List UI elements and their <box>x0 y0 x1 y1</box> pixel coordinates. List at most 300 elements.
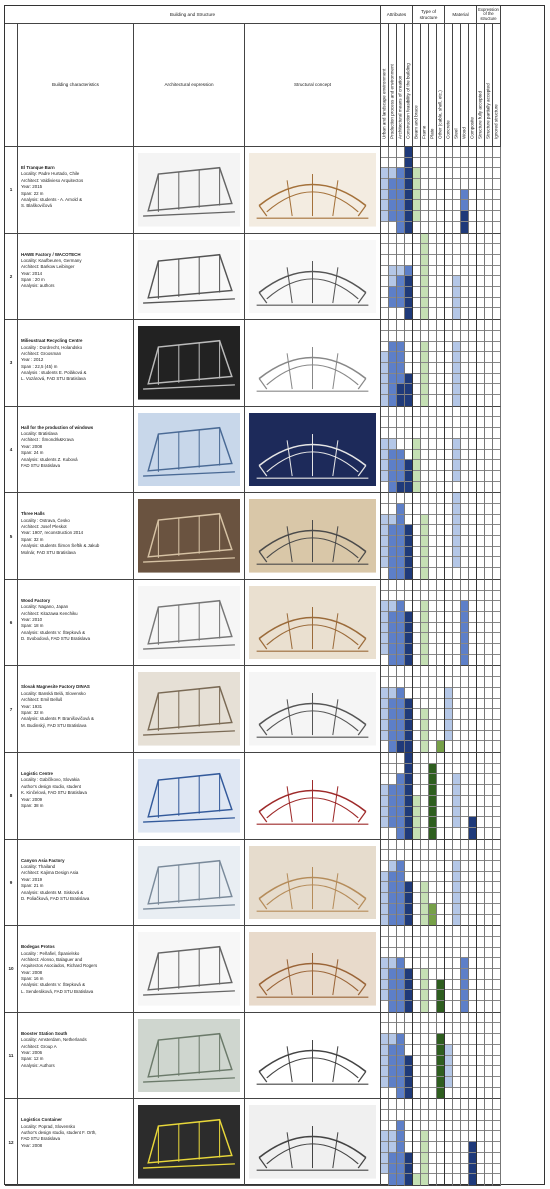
matrix-cell <box>485 234 492 245</box>
matrix-cell <box>421 190 428 201</box>
matrix-cell <box>381 266 388 277</box>
building-detail-line: Year: 2008 <box>21 1142 43 1148</box>
matrix-cell <box>413 709 420 720</box>
matrix-cell <box>405 1164 412 1175</box>
matrix-cell <box>429 244 436 255</box>
matrix-cell <box>429 395 436 406</box>
matrix-cell <box>389 677 396 688</box>
matrix-cell <box>461 276 468 287</box>
matrix-cell <box>397 276 404 287</box>
matrix-cell <box>477 1121 484 1132</box>
matrix-cell <box>381 1088 388 1099</box>
row-number: 10 <box>5 926 18 1013</box>
matrix-cell <box>405 276 412 287</box>
matrix-cell <box>493 580 500 591</box>
structure-model-icon <box>249 672 376 746</box>
matrix-column <box>437 580 445 667</box>
matrix-cell <box>485 958 492 969</box>
matrix-cell <box>381 536 388 547</box>
matrix-cell <box>413 677 420 688</box>
matrix-cell <box>453 320 460 331</box>
matrix-cell <box>437 666 444 677</box>
matrix-cell <box>445 893 452 904</box>
matrix-column <box>485 234 493 321</box>
matrix-cell <box>389 1056 396 1067</box>
building-detail-line: Architect: Alonso, Balaguer and <box>21 956 83 962</box>
matrix-cell <box>485 1066 492 1077</box>
matrix-cell <box>469 515 476 526</box>
matrix-column <box>389 580 397 667</box>
matrix-cell <box>477 980 484 991</box>
matrix-column <box>421 840 429 927</box>
matrix-cell <box>389 688 396 699</box>
matrix-cell <box>397 395 404 406</box>
matrix-cell <box>477 493 484 504</box>
matrix-cell <box>493 1121 500 1132</box>
matrix-cell <box>389 1110 396 1121</box>
matrix-cell <box>477 688 484 699</box>
building-description <box>18 753 134 840</box>
matrix-cell <box>445 266 452 277</box>
matrix-cell <box>477 1110 484 1121</box>
matrix-cell <box>453 1110 460 1121</box>
matrix-cell <box>437 937 444 948</box>
matrix-cell <box>389 1088 396 1099</box>
matrix-cell <box>445 363 452 374</box>
matrix-cell <box>477 915 484 926</box>
matrix-cell <box>413 331 420 342</box>
matrix-cell <box>413 840 420 851</box>
matrix-cell <box>445 407 452 418</box>
matrix-cell <box>461 893 468 904</box>
matrix-column <box>453 320 461 407</box>
matrix-cell <box>413 276 420 287</box>
matrix-column <box>485 407 493 494</box>
matrix-cell <box>453 331 460 342</box>
matrix-cell <box>405 1110 412 1121</box>
matrix-cell <box>477 276 484 287</box>
matrix-cell <box>461 471 468 482</box>
matrix-cell <box>493 395 500 406</box>
matrix-cell <box>429 308 436 319</box>
matrix-column <box>493 926 501 1013</box>
matrix-cell <box>485 926 492 937</box>
matrix-cell <box>469 990 476 1001</box>
matrix-cell <box>429 644 436 655</box>
header-col-ignored: Ignored structure <box>493 24 501 147</box>
building-photo-icon <box>138 672 240 746</box>
matrix-cell <box>485 948 492 959</box>
matrix-cell <box>437 211 444 222</box>
matrix-cell <box>413 915 420 926</box>
matrix-cell <box>445 168 452 179</box>
matrix-cell <box>381 926 388 937</box>
matrix-cell <box>405 147 412 158</box>
matrix-column <box>469 147 477 234</box>
matrix-cell <box>461 828 468 839</box>
matrix-cell <box>405 190 412 201</box>
matrix-cell <box>389 1077 396 1088</box>
matrix-cell <box>389 741 396 752</box>
matrix-cell <box>477 384 484 395</box>
matrix-cell <box>421 536 428 547</box>
matrix-cell <box>469 1099 476 1110</box>
matrix-cell <box>429 655 436 666</box>
matrix-cell <box>397 904 404 915</box>
matrix-cell <box>389 547 396 558</box>
matrix-cell <box>485 1110 492 1121</box>
matrix-cell <box>381 308 388 319</box>
matrix-cell <box>445 287 452 298</box>
matrix-cell <box>413 796 420 807</box>
matrix-cell <box>421 407 428 418</box>
matrix-cell <box>413 1034 420 1045</box>
matrix-cell <box>413 211 420 222</box>
matrix-cell <box>413 460 420 471</box>
building-name: Booster Station South <box>21 1030 68 1036</box>
matrix-cell <box>413 363 420 374</box>
building-detail-line: Author's design studio, student F. Orth, <box>21 1130 97 1136</box>
matrix-cell <box>405 168 412 179</box>
matrix-cell <box>381 460 388 471</box>
matrix-cell <box>477 342 484 353</box>
matrix-cell <box>445 557 452 568</box>
matrix-cell <box>429 1121 436 1132</box>
header-col-architectural-means: Architectural means of creation <box>397 24 405 147</box>
matrix-cell <box>381 168 388 179</box>
matrix-column <box>389 840 397 927</box>
matrix-cell <box>461 1099 468 1110</box>
matrix-cell <box>469 158 476 169</box>
matrix-cell <box>381 1034 388 1045</box>
matrix-cell <box>421 460 428 471</box>
matrix-cell <box>461 861 468 872</box>
matrix-cell <box>413 234 420 245</box>
matrix-cell <box>413 428 420 439</box>
matrix-cell <box>453 623 460 634</box>
matrix-cell <box>477 753 484 764</box>
matrix-cell <box>381 655 388 666</box>
matrix-cell <box>421 1142 428 1153</box>
row-number: 4 <box>5 407 18 494</box>
matrix-cell <box>381 568 388 579</box>
matrix-cell <box>397 580 404 591</box>
matrix-cell <box>405 1023 412 1034</box>
matrix-cell <box>493 850 500 861</box>
matrix-cell <box>381 1077 388 1088</box>
matrix-cell <box>445 817 452 828</box>
matrix-cell <box>397 568 404 579</box>
matrix-cell <box>429 915 436 926</box>
matrix-cell <box>485 655 492 666</box>
matrix-cell <box>469 1066 476 1077</box>
matrix-cell <box>405 482 412 493</box>
matrix-cell <box>389 840 396 851</box>
matrix-cell <box>493 807 500 818</box>
matrix-cell <box>493 244 500 255</box>
matrix-cell <box>453 666 460 677</box>
header-col-partially-accepted: Structure partially accepted <box>485 24 493 147</box>
matrix-cell <box>437 147 444 158</box>
matrix-column <box>461 1013 469 1100</box>
matrix-cell <box>461 644 468 655</box>
matrix-cell <box>485 276 492 287</box>
matrix-cell <box>493 741 500 752</box>
matrix-cell <box>477 655 484 666</box>
matrix-cell <box>405 882 412 893</box>
matrix-cell <box>413 1045 420 1056</box>
matrix-cell <box>413 980 420 991</box>
matrix-cell <box>421 1034 428 1045</box>
matrix-column <box>421 234 429 321</box>
matrix-cell <box>493 753 500 764</box>
matrix-column <box>429 840 437 927</box>
row-number: 8 <box>5 753 18 840</box>
matrix-cell <box>413 688 420 699</box>
matrix-cell <box>405 1045 412 1056</box>
matrix-cell <box>389 439 396 450</box>
matrix-column <box>485 1013 493 1100</box>
matrix-cell <box>429 893 436 904</box>
matrix-cell <box>437 1001 444 1012</box>
matrix-cell <box>437 1013 444 1024</box>
building-name: Three Halls <box>21 511 45 517</box>
matrix-cell <box>437 633 444 644</box>
matrix-cell <box>485 1164 492 1175</box>
matrix-cell <box>421 168 428 179</box>
matrix-cell <box>413 1013 420 1024</box>
matrix-column <box>429 493 437 580</box>
matrix-cell <box>485 904 492 915</box>
matrix-cell <box>453 482 460 493</box>
matrix-cell <box>389 969 396 980</box>
structure-model-icon <box>249 759 376 833</box>
matrix-cell <box>493 287 500 298</box>
matrix-cell <box>413 785 420 796</box>
matrix-cell <box>397 1045 404 1056</box>
row-number: 9 <box>5 840 18 927</box>
header-number-col <box>5 24 18 147</box>
matrix-cell <box>485 547 492 558</box>
architectural-expression-image <box>134 666 245 753</box>
matrix-cell <box>437 395 444 406</box>
matrix-cell <box>405 720 412 731</box>
matrix-cell <box>405 655 412 666</box>
matrix-cell <box>397 179 404 190</box>
matrix-cell <box>421 1153 428 1164</box>
matrix-cell <box>461 980 468 991</box>
matrix-cell <box>421 1121 428 1132</box>
matrix-cell <box>405 342 412 353</box>
matrix-cell <box>453 1153 460 1164</box>
matrix-cell <box>429 211 436 222</box>
building-description <box>18 1099 134 1186</box>
structural-concept-image <box>245 234 381 321</box>
matrix-column <box>445 407 453 494</box>
matrix-cell <box>493 298 500 309</box>
matrix-cell <box>453 1034 460 1045</box>
matrix-cell <box>469 774 476 785</box>
matrix-cell <box>421 1088 428 1099</box>
matrix-cell <box>477 147 484 158</box>
matrix-cell <box>397 840 404 851</box>
matrix-cell <box>413 222 420 233</box>
building-photo-icon <box>138 153 240 227</box>
building-detail-line: Analysis: students P. Branišovičová & <box>21 716 94 722</box>
matrix-cell <box>453 255 460 266</box>
matrix-cell <box>461 731 468 742</box>
matrix-cell <box>381 147 388 158</box>
matrix-cell <box>405 633 412 644</box>
matrix-cell <box>453 395 460 406</box>
matrix-cell <box>493 568 500 579</box>
matrix-cell <box>389 926 396 937</box>
matrix-cell <box>493 1099 500 1110</box>
matrix-column <box>437 234 445 321</box>
building-detail-line: Span : 22,5 (45) m <box>21 363 58 369</box>
matrix-cell <box>469 882 476 893</box>
matrix-cell <box>381 741 388 752</box>
matrix-cell <box>437 731 444 742</box>
building-description <box>18 1013 134 1100</box>
matrix-column <box>389 1099 397 1186</box>
matrix-cell <box>461 211 468 222</box>
matrix-cell <box>445 1164 452 1175</box>
matrix-cell <box>445 1153 452 1164</box>
matrix-cell <box>405 266 412 277</box>
matrix-cell <box>485 753 492 764</box>
matrix-column <box>397 1099 405 1186</box>
matrix-cell <box>469 1131 476 1142</box>
matrix-cell <box>493 460 500 471</box>
header-type-of-structure: Type of structure <box>413 6 445 24</box>
matrix-cell <box>437 774 444 785</box>
matrix-column <box>389 666 397 753</box>
matrix-cell <box>445 915 452 926</box>
matrix-cell <box>485 158 492 169</box>
matrix-cell <box>453 168 460 179</box>
matrix-column <box>469 493 477 580</box>
matrix-cell <box>405 407 412 418</box>
matrix-cell <box>461 1131 468 1142</box>
matrix-column <box>493 407 501 494</box>
matrix-cell <box>477 168 484 179</box>
matrix-cell <box>445 666 452 677</box>
matrix-cell <box>485 1121 492 1132</box>
matrix-column <box>477 926 485 1013</box>
building-detail-line: Locality : Dordrecht, Holandsko <box>21 344 83 350</box>
matrix-cell <box>389 764 396 775</box>
matrix-cell <box>421 557 428 568</box>
matrix-cell <box>405 1077 412 1088</box>
matrix-cell <box>493 384 500 395</box>
matrix-cell <box>381 861 388 872</box>
header-col-construction: Construction feasibility of the building <box>405 24 413 147</box>
matrix-cell <box>429 601 436 612</box>
matrix-cell <box>469 1023 476 1034</box>
matrix-column <box>445 1099 453 1186</box>
matrix-cell <box>469 493 476 504</box>
matrix-cell <box>485 308 492 319</box>
structural-concept-image <box>245 666 381 753</box>
matrix-cell <box>437 450 444 461</box>
matrix-cell <box>445 428 452 439</box>
matrix-column <box>381 753 389 840</box>
matrix-cell <box>445 990 452 1001</box>
matrix-cell <box>421 904 428 915</box>
matrix-cell <box>397 633 404 644</box>
matrix-cell <box>397 190 404 201</box>
matrix-cell <box>493 342 500 353</box>
matrix-cell <box>397 504 404 515</box>
matrix-cell <box>397 720 404 731</box>
matrix-cell <box>493 893 500 904</box>
matrix-cell <box>429 850 436 861</box>
matrix-cell <box>429 937 436 948</box>
matrix-cell <box>413 817 420 828</box>
matrix-cell <box>453 872 460 883</box>
matrix-cell <box>453 785 460 796</box>
matrix-cell <box>469 644 476 655</box>
matrix-cell <box>389 904 396 915</box>
matrix-cell <box>469 179 476 190</box>
matrix-cell <box>453 1056 460 1067</box>
matrix-cell <box>413 200 420 211</box>
building-photo-icon <box>138 846 240 920</box>
matrix-cell <box>477 1099 484 1110</box>
matrix-cell <box>405 568 412 579</box>
matrix-cell <box>485 1131 492 1142</box>
matrix-cell <box>397 471 404 482</box>
matrix-cell <box>397 1142 404 1153</box>
matrix-cell <box>461 817 468 828</box>
matrix-cell <box>477 591 484 602</box>
matrix-cell <box>405 234 412 245</box>
header-building-structure: Building and Structure <box>5 6 381 24</box>
building-name: Logistics Container <box>21 1117 62 1123</box>
matrix-cell <box>397 1131 404 1142</box>
matrix-cell <box>469 753 476 764</box>
matrix-cell <box>469 666 476 677</box>
header-architectural-expression: Architectural expression <box>134 24 245 147</box>
matrix-column <box>413 666 421 753</box>
matrix-cell <box>381 384 388 395</box>
matrix-column <box>421 1099 429 1186</box>
matrix-cell <box>453 580 460 591</box>
header-building-characteristics: Building characteristics <box>18 24 134 147</box>
matrix-cell <box>469 200 476 211</box>
matrix-cell <box>381 882 388 893</box>
matrix-cell <box>421 1066 428 1077</box>
matrix-cell <box>445 547 452 558</box>
matrix-cell <box>381 774 388 785</box>
matrix-cell <box>397 1174 404 1185</box>
matrix-cell <box>493 926 500 937</box>
matrix-cell <box>421 699 428 710</box>
matrix-cell <box>437 287 444 298</box>
building-detail-line: K. Kinčelová, FAD STU Bratislava <box>21 790 87 796</box>
matrix-cell <box>485 840 492 851</box>
matrix-cell <box>397 591 404 602</box>
matrix-cell <box>437 1099 444 1110</box>
matrix-cell <box>485 937 492 948</box>
matrix-cell <box>437 158 444 169</box>
matrix-cell <box>477 266 484 277</box>
matrix-column <box>389 234 397 321</box>
matrix-cell <box>461 720 468 731</box>
matrix-column <box>405 234 413 321</box>
matrix-cell <box>421 568 428 579</box>
